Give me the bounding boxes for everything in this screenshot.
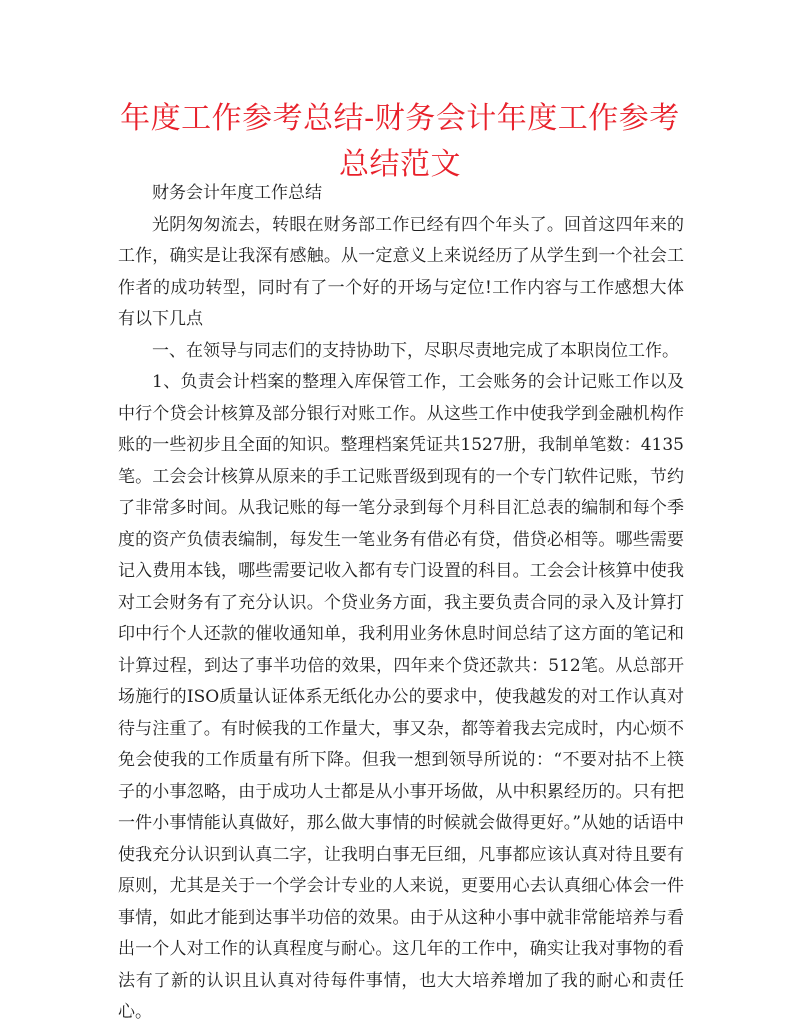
section-subtitle: 财务会计年度工作总结: [152, 183, 322, 203]
document-body: [118, 178, 684, 1029]
document-title: 年度工作参考总结-财务会计年度工作参考总结范文: [120, 101, 680, 182]
section-heading: 一、在领导与同志们的支持协助下，尽职尽责地完成了本职岗位工作。: [152, 340, 679, 361]
intro-paragraph: 光阴匆匆流去，转眼在财务部工作已经有四个年头了。回首这四年来的工作，确实是让我深有感触。从一定意义上来说经历了从学生到一个社会工作者的成功转型，同时有了一个好的开场与定位!工作内容与工作感想大体有以下几点: [118, 214, 684, 329]
body-paragraph: 1、负责会计档案的整理入库保管工作，工会账务的会计记账工作以及中行个贷会计核算及部分银行对账工作。从这些工作中使我学到金融机构作账的一些初步且全面的知识。整理档案凭证共1527册，我制单笔数：4135笔。工会会计核算从原来的手工记账晋级到现有的一个专门软件记账，节约了非常多时间。从我记账的每一笔分录到每个月科目汇总表的编制和每个季度的资产负债表编制，每发生一笔业务有借必有贷，借贷必相等。哪些需要记入费用本钱，哪些需要记收入都有专门设置的科目。工会会计核算中使我对工会财务有了充分认识。个贷业务方面，我主要负责合同的录入及计算打印中行个人还款的催收通知单，我利用业务休息时间总结了这方面的笔记和计算过程，到达了事半功倍的效果，四年来个贷还款共：512笔。从总部开场施行的ISO质量认证体系无纸化办公的要求中，使我越发的对工作认真对待与注重了。有时候我的工作量大，事又杂，都等着我去完成时，内心烦不免会使我的工作质量有所下降。但我一想到领导所说的：“不要对拈不上筷子的小事忽略，由于成功人士都是从小事开场做，从中积累经历的。只有把一件小事情能认真做好，那么做大事情的时候就会做得更好。”从她的话语中使我充分认识到认真二字，让我明白事无巨细，凡事都应该认真对待且要有原则，尤其是关于一个学会计专业的人来说，更要用心去认真细心体会一件事情，如此才能到达事半功倍的效果。由于从这种小事中就非常能培养与看出一个人对工作的认真程度与耐心。这几年的工作中，确实让我对事物的看法有了新的认识且认真对待每件事情，也大大培养增加了我的耐心和责任心。: [118, 372, 684, 1022]
